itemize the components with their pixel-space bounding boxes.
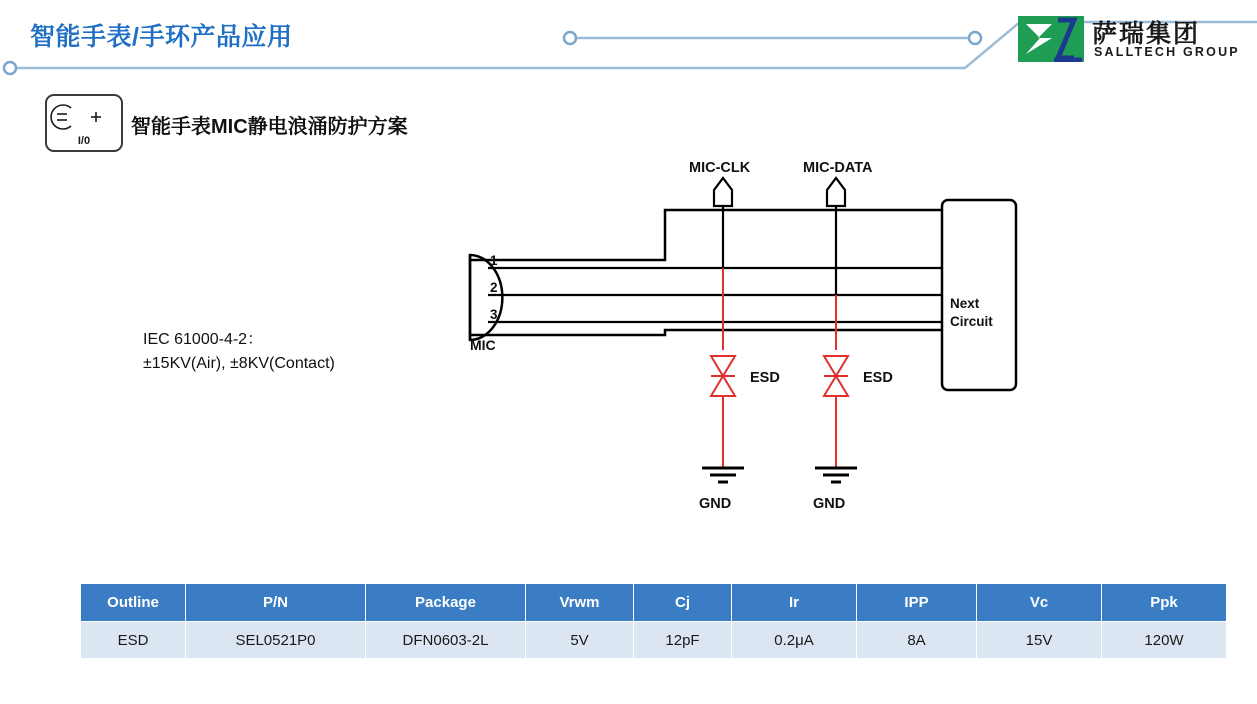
signal-label-clk: MIC-CLK <box>689 160 751 176</box>
next-circuit-label-line1: Next <box>950 296 980 311</box>
iec-note-line1: IEC 61000-4-2： <box>143 331 264 348</box>
section-title: 智能手表MIC静电浪涌防护方案 <box>131 116 408 138</box>
brand-logo <box>1010 12 1250 70</box>
cell-pn: SEL0521P0 <box>186 622 366 659</box>
table-header-vrwm: Vrwm <box>526 584 634 622</box>
table-header-outline: Outline <box>81 584 186 622</box>
table-header-ppk: Ppk <box>1102 584 1227 622</box>
table-header-vc: Vc <box>977 584 1102 622</box>
gnd-label-2: GND <box>813 496 846 512</box>
parameter-table <box>80 583 1227 659</box>
cell-cj: 12pF <box>634 622 732 659</box>
cell-ppk: 120W <box>1102 622 1227 659</box>
table-header-package: Package <box>366 584 526 622</box>
pin-number-1: 1 <box>490 253 498 268</box>
cell-vc: 15V <box>977 622 1102 659</box>
mic-label: MIC <box>470 337 496 353</box>
logo-text-en: SALLTECH GROUP <box>1094 45 1240 59</box>
pin-number-2: 2 <box>490 280 498 295</box>
table-header-cj: Cj <box>634 584 732 622</box>
cell-ir: 0.2μA <box>732 622 857 659</box>
io-badge-label: I/0 <box>77 135 91 147</box>
io-badge-icon <box>45 94 123 152</box>
cell-outline: ESD <box>81 622 186 659</box>
table-header-row <box>81 584 1227 622</box>
table-header-pn: P/N <box>186 584 366 622</box>
cell-ipp: 8A <box>857 622 977 659</box>
cell-package: DFN0603-2L <box>366 622 526 659</box>
table-header-ir: Ir <box>732 584 857 622</box>
signal-label-data: MIC-DATA <box>803 160 873 176</box>
esd-label-2: ESD <box>863 370 893 386</box>
schematic-diagram <box>430 150 1070 540</box>
pin-number-3: 3 <box>490 307 498 322</box>
next-circuit-label-line2: Circuit <box>950 314 993 329</box>
gnd-label-1: GND <box>699 496 732 512</box>
page-title: 智能手表/手环产品应用 <box>30 23 293 51</box>
table-row <box>81 622 1227 659</box>
table-header-ipp: IPP <box>857 584 977 622</box>
iec-note-line2: ±15KV(Air), ±8KV(Contact) <box>143 355 335 372</box>
iec-note <box>143 328 335 376</box>
salltech-logo-icon <box>1018 16 1084 62</box>
esd-label-1: ESD <box>750 370 780 386</box>
cell-vrwm: 5V <box>526 622 634 659</box>
logo-text-cn: 萨瑞集团 <box>1092 20 1201 48</box>
